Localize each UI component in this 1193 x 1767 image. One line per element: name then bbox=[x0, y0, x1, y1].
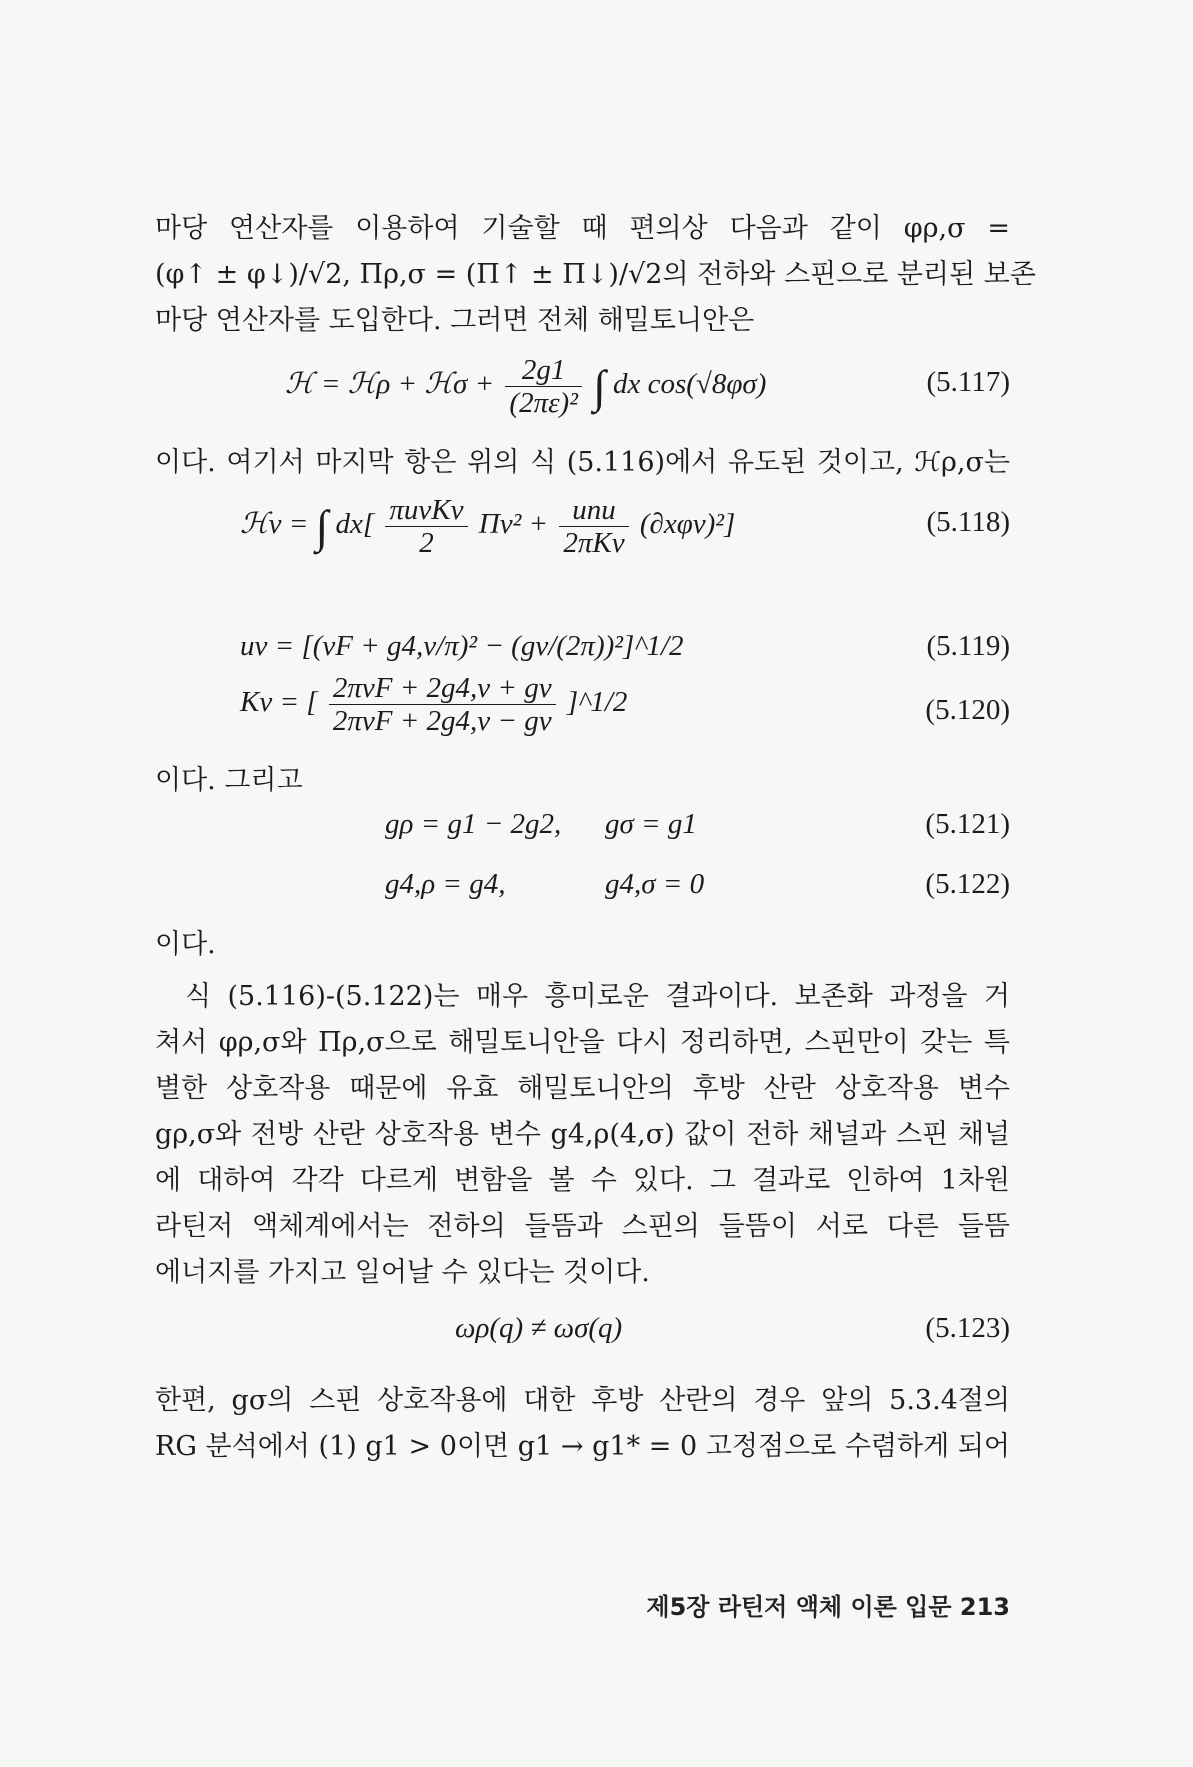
text-line: gρ,σ와 전방 산란 상호작용 변수 g4,ρ(4,σ) 값이 전하 채널과 스핀 채널 bbox=[155, 1119, 1010, 1150]
integral-sign: ∫ bbox=[315, 501, 329, 552]
text-line: (φ↑ ± φ↓)/√2, Πρ,σ = (Π↑ ± Π↓)/√2의 전하와 스핀으로 분리된 보존 bbox=[155, 259, 1036, 290]
eq117-lhs: ℋ = ℋρ + ℋσ + bbox=[285, 368, 495, 401]
text-line: 이다. bbox=[155, 929, 216, 960]
text-line: 별한 상호작용 때문에 유효 해밀토니안의 후방 산란 상호작용 변수 bbox=[155, 1073, 1010, 1104]
eq121-right: gσ = g1 bbox=[605, 808, 697, 840]
text-line: 마당 연산자를 이용하여 기술할 때 편의상 다음과 같이 φρ,σ = bbox=[155, 213, 1010, 244]
eq122-right: g4,σ = 0 bbox=[605, 868, 705, 900]
text-line: 이다. 여기서 마지막 항은 위의 식 (5.116)에서 유도된 것이고, ℋρ,σ는 bbox=[155, 447, 1010, 478]
eq120-denominator: 2πvF + 2g4,ν − gν bbox=[332, 705, 552, 737]
eq120-rhs: ]^1/2 bbox=[566, 686, 628, 719]
eq122-left: g4,ρ = g4, bbox=[385, 868, 506, 900]
paragraph-rg bbox=[155, 1378, 1010, 1470]
text-line: RG 분석에서 (1) g1 > 0이면 g1 → g1* = 0 고정점으로 수렴하게 되어 bbox=[155, 1431, 1010, 1462]
eq120-lhs: Kν = [ bbox=[240, 686, 318, 719]
equation-5-118 bbox=[155, 480, 1010, 570]
eq118-denominator-1: 2 bbox=[419, 527, 434, 559]
equation-5-119 bbox=[155, 630, 1010, 674]
eq120-numerator: 2πvF + 2g4,ν + gν bbox=[329, 672, 556, 705]
text-line: 식 (5.116)-(5.122)는 매우 흥미로운 결과이다. 보존화 과정을 거 bbox=[185, 981, 1010, 1012]
eq118-denominator-2: 2πKν bbox=[563, 527, 625, 559]
eq118-part-b: Πν² + bbox=[478, 508, 549, 541]
equation-5-120 bbox=[155, 672, 1010, 762]
equation-number: (5.120) bbox=[925, 694, 1010, 726]
eq117-rest: dx cos(√8φσ) bbox=[613, 368, 767, 401]
equation-5-123 bbox=[155, 1312, 1010, 1356]
text-line: 쳐서 φρ,σ와 Πρ,σ으로 해밀토니안을 다시 정리하면, 스핀만이 갖는 특 bbox=[155, 1027, 1010, 1058]
text-line: 에 대하여 각각 다르게 변함을 볼 수 있다. 그 결과로 인하여 1차원 bbox=[155, 1165, 1010, 1196]
text-line: 라틴저 액체계에서는 전하의 들뜸과 스핀의 들뜸이 서로 다른 들뜸 bbox=[155, 1211, 1010, 1242]
equation-number: (5.121) bbox=[925, 808, 1010, 840]
eq118-lhs: ℋν = bbox=[240, 508, 309, 541]
integral-sign: ∫ bbox=[593, 361, 606, 412]
text-line: 에너지를 가지고 일어날 수 있다는 것이다. bbox=[155, 1257, 650, 1288]
eq118-fraction-1 bbox=[385, 494, 467, 559]
eq118-part-c: (∂xφν)²] bbox=[639, 508, 736, 541]
equation-number: (5.118) bbox=[926, 506, 1010, 538]
eq117-numerator: 2g1 bbox=[505, 354, 581, 387]
text-line: 마당 연산자를 도입한다. 그러면 전체 해밀토니안은 bbox=[155, 305, 755, 336]
equation-5-117 bbox=[155, 340, 1010, 430]
equation-5-122 bbox=[155, 868, 1010, 912]
eq117-fraction bbox=[505, 354, 581, 419]
eq121-left: gρ = g1 − 2g2, bbox=[385, 808, 562, 840]
equation-number: (5.122) bbox=[925, 868, 1010, 900]
eq118-fraction-2 bbox=[559, 494, 628, 559]
eq118-part-a: dx[ bbox=[335, 508, 375, 541]
equation-number: (5.123) bbox=[925, 1312, 1010, 1344]
eq120-fraction bbox=[329, 672, 556, 737]
eq119-expression: uν = [(vF + g4,ν/π)² − (gν/(2π))²]^1/2 bbox=[240, 630, 684, 662]
equation-number: (5.117) bbox=[926, 366, 1010, 398]
eq123-expression: ωρ(q) ≠ ωσ(q) bbox=[455, 1312, 623, 1344]
paragraph-result bbox=[155, 974, 1010, 1296]
running-footer: 제5장 라틴저 액체 이론 입문 213 bbox=[646, 1593, 1010, 1621]
paragraph-and bbox=[155, 758, 1010, 804]
paragraph-end bbox=[155, 922, 1010, 968]
eq117-denominator: (2πε)² bbox=[509, 387, 578, 419]
equation-5-121 bbox=[155, 808, 1010, 852]
text-line: 한편, gσ의 스핀 상호작용에 대한 후방 산란의 경우 앞의 5.3.4절의 bbox=[155, 1385, 1010, 1416]
eq118-numerator-1: πuνKν bbox=[385, 494, 467, 527]
equation-number: (5.119) bbox=[926, 630, 1010, 662]
text-line: 이다. 그리고 bbox=[155, 765, 303, 796]
paragraph-intro bbox=[155, 206, 1036, 344]
eq118-numerator-2: unu bbox=[559, 494, 628, 527]
